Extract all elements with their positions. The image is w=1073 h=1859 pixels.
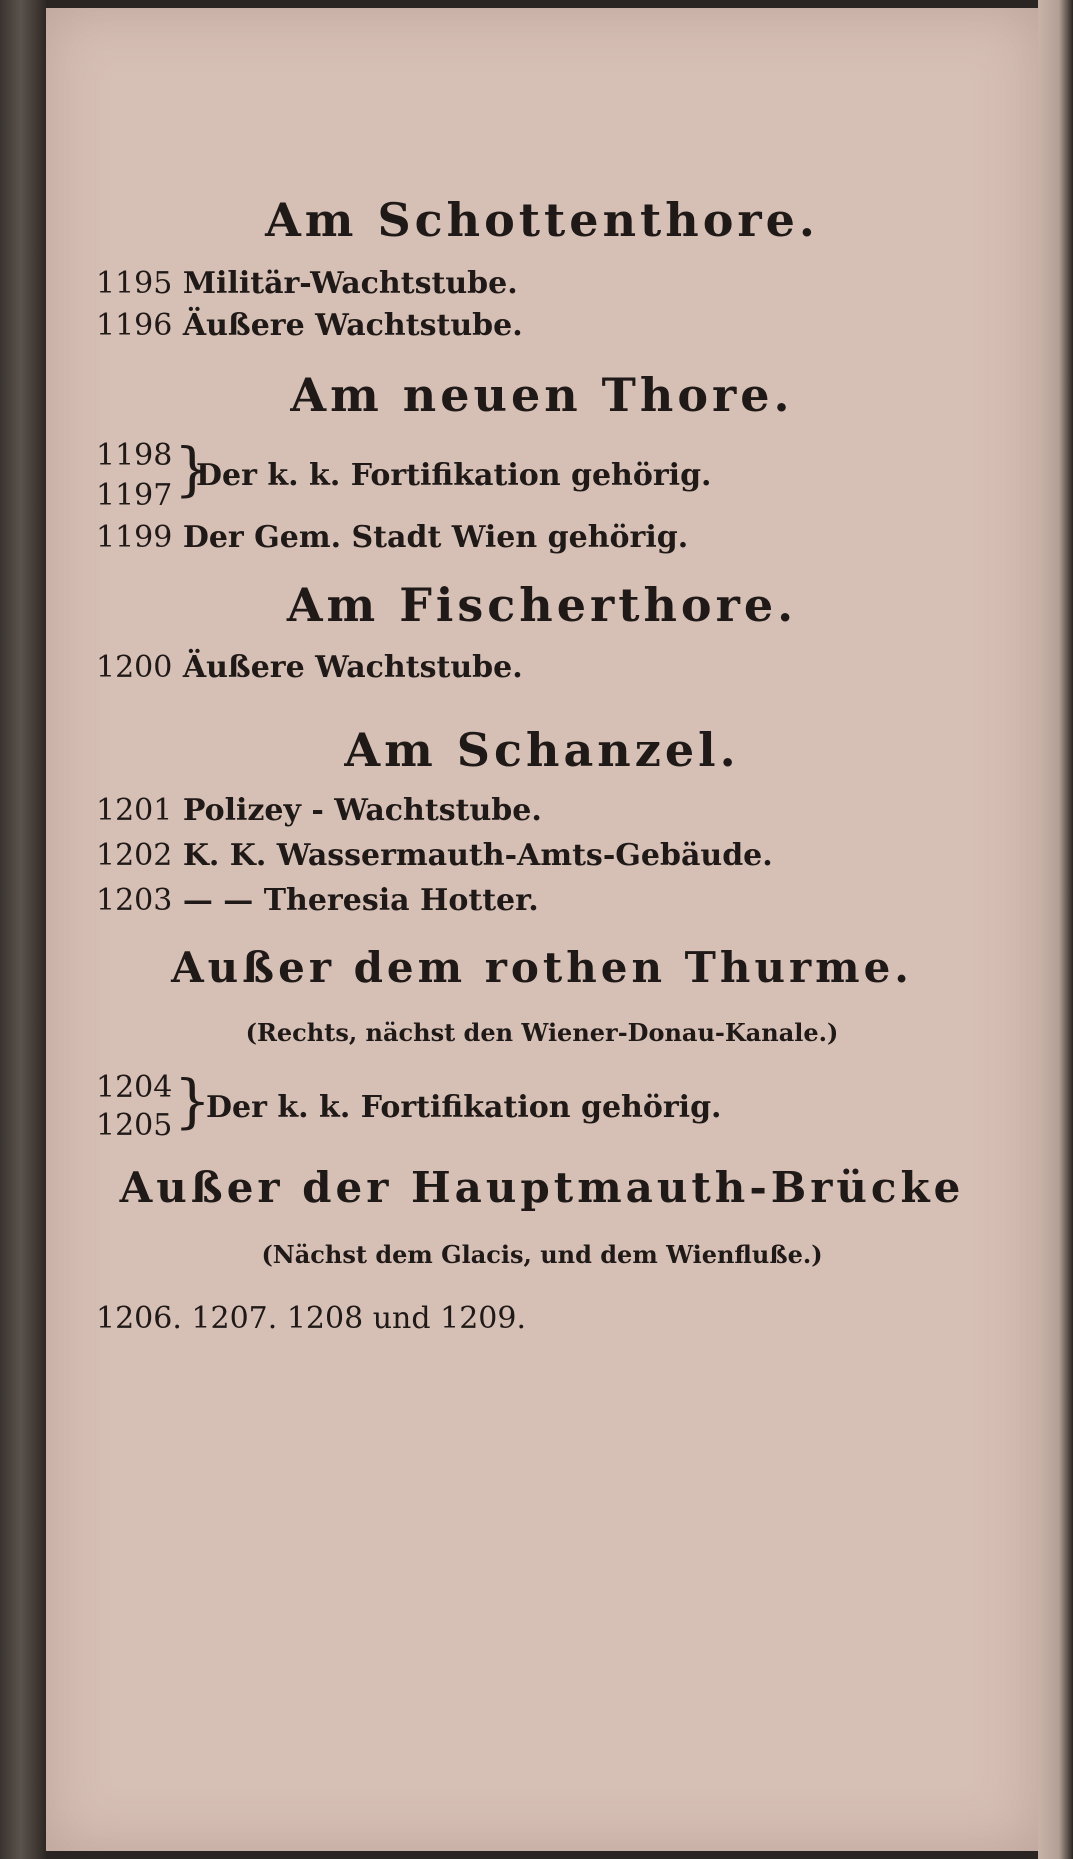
entry-text: K. K. Wassermauth-Amts-Gebäude. (182, 838, 773, 873)
section-heading-hauptmauth-bruecke: Außer der Hauptmauth-Brücke (119, 1163, 965, 1212)
entry-text: Äußere Wachtstube. (182, 650, 523, 685)
house-number: 1197 (96, 478, 173, 513)
book-spine-edge (0, 0, 46, 1859)
section-heading-neuen-thore: Am neuen Thore. (290, 368, 794, 422)
house-number: 1199 (96, 520, 173, 555)
list-item (96, 520, 688, 555)
entry-text: — — Theresia Hotter. (182, 883, 539, 918)
section-note: (Nächst dem Glacis, und dem Wienfluße.) (261, 1240, 823, 1269)
section-note: (Rechts, nächst den Wiener-Donau-Kanale.) (245, 1018, 839, 1047)
brace-mark: } (174, 435, 211, 503)
section-heading-fischerthore: Am Fischerthore. (286, 578, 798, 632)
list-item (96, 883, 539, 918)
house-number: 1205 (96, 1108, 173, 1143)
entry-text: Äußere Wachtstube. (182, 308, 523, 343)
list-item (96, 793, 542, 828)
entry-text: Der Gem. Stadt Wien gehörig. (182, 520, 689, 555)
house-number: 1204 (96, 1070, 173, 1105)
grouped-entry (96, 1108, 172, 1143)
section-heading-schanzel: Am Schanzel. (344, 723, 740, 777)
brace-mark: } (174, 1067, 211, 1135)
grouped-entry (96, 478, 172, 513)
house-number: 1196 (96, 308, 173, 343)
house-number: 1198 (96, 438, 173, 473)
grouped-entry (96, 1070, 172, 1105)
entry-text: Militär-Wachtstube. (182, 266, 518, 301)
house-number: 1203 (96, 883, 173, 918)
section-heading-rothen-thurme: Außer dem rothen Thurme. (171, 943, 913, 992)
house-number: 1200 (96, 650, 173, 685)
entry-text: Polizey - Wachtstube. (182, 793, 542, 828)
list-item (96, 308, 523, 343)
list-item (96, 838, 773, 873)
footer-numbers: 1206. 1207. 1208 und 1209. (96, 1301, 526, 1336)
house-number: 1201 (96, 793, 173, 828)
section-heading-schottenthore: Am Schottenthore. (265, 193, 819, 247)
grouped-entry (96, 438, 172, 473)
group-text: Der k. k. Fortifikation gehörig. (206, 1090, 722, 1125)
list-item (96, 650, 523, 685)
book-page (46, 8, 1038, 1851)
group-text: Der k. k. Fortifikation gehörig. (196, 458, 712, 493)
page-fore-edge (1038, 0, 1073, 1859)
house-number: 1195 (96, 266, 173, 301)
list-item (96, 266, 518, 301)
house-number: 1202 (96, 838, 173, 873)
